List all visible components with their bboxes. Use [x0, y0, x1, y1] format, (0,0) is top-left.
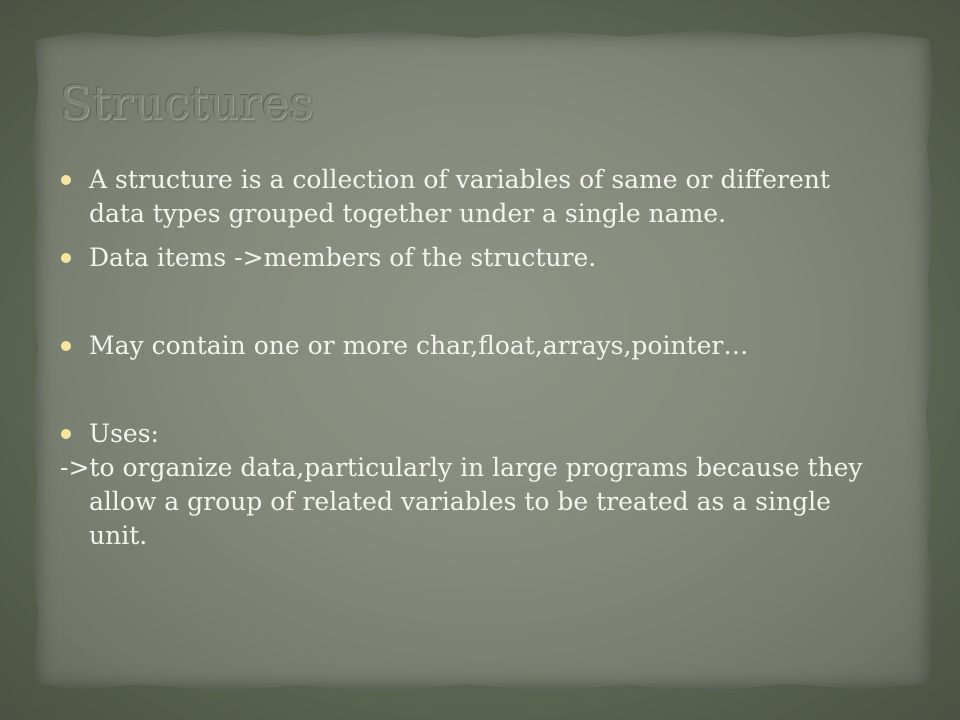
- bullet-item: [60, 241, 880, 275]
- bullet-item: [60, 417, 880, 451]
- slide-title: Structures: [60, 76, 314, 130]
- bullet-dot-icon: [61, 175, 71, 185]
- bullet-dot-icon: [61, 253, 71, 263]
- bullet-dot-icon: [61, 341, 71, 351]
- bullet-text: May contain one or more char,float,arrays,pointer…: [89, 331, 749, 360]
- bullet-text: A structure is a collection of variables of same or different data types grouped together under a single name.: [89, 165, 830, 228]
- continuation-text: ->to organize data,particularly in large programs because they allow a group of related variables to be treated as a single unit.: [60, 453, 863, 550]
- bullet-text: Data items ->members of the structure.: [89, 243, 597, 272]
- bullet-dot-icon: [61, 429, 71, 439]
- bullet-text: Uses:: [89, 419, 159, 448]
- slide-body: [60, 163, 880, 553]
- bullet-item: [60, 329, 880, 363]
- bullet-item: [60, 163, 880, 231]
